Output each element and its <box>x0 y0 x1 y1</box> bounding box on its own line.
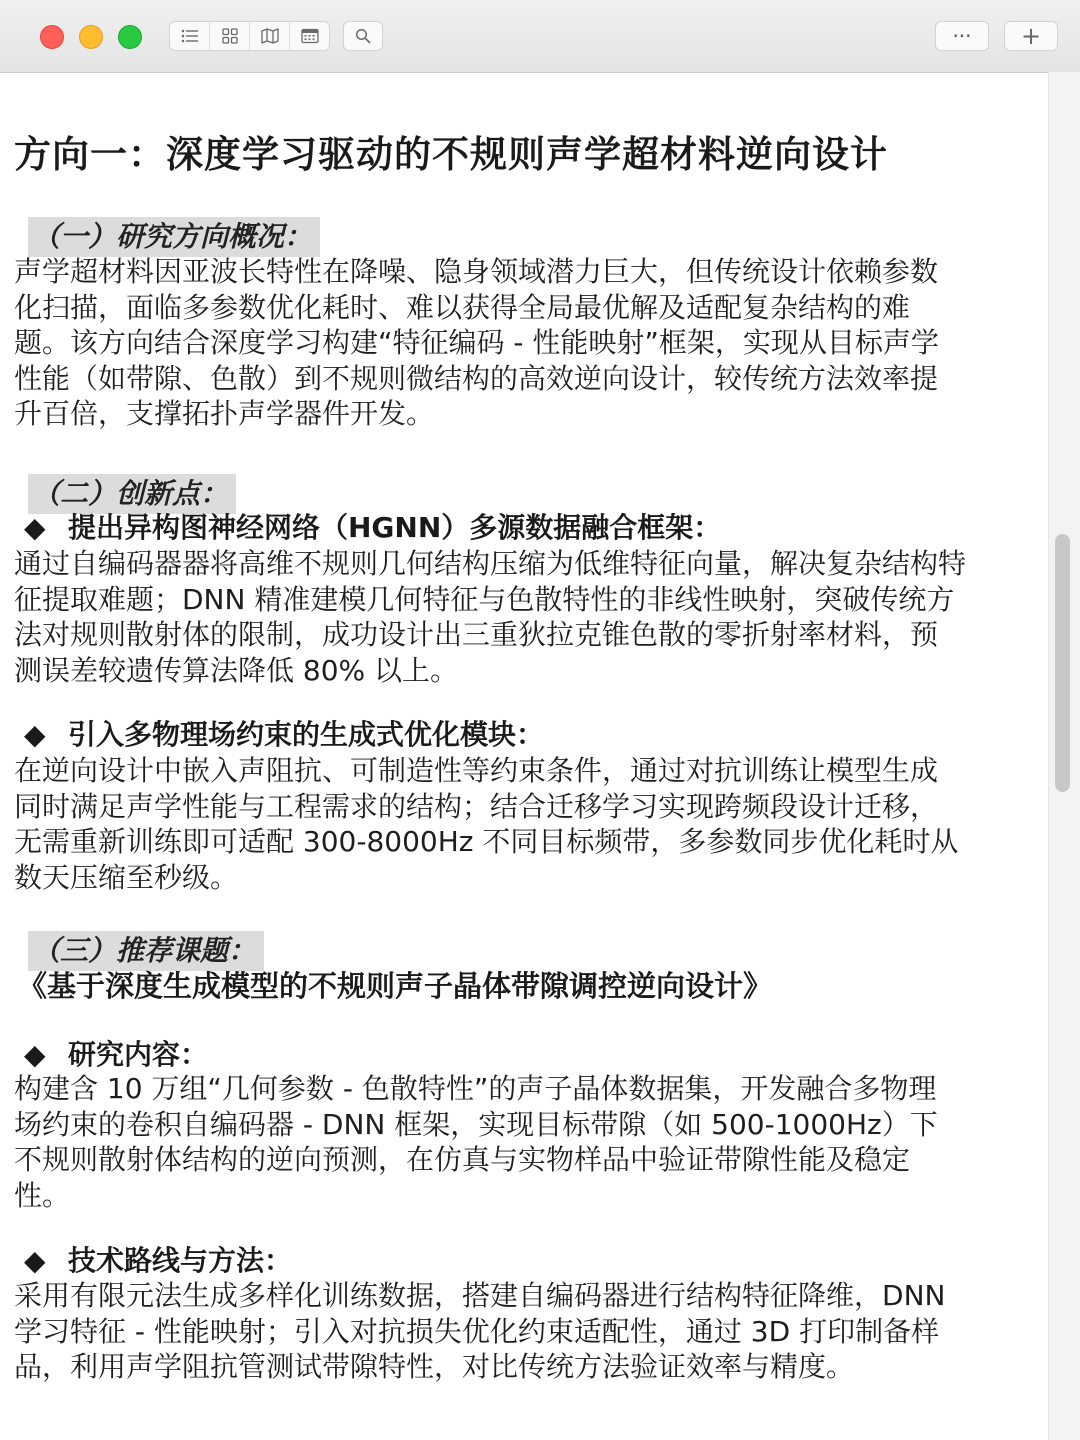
innovation-point-1-title <box>24 510 721 546</box>
section-heading-recommended: （三）推荐课题： <box>28 931 264 971</box>
text-line: 征提取难题；DNN 精准建模几何特征与色散特性的非线性映射，突破传统方 <box>14 582 955 616</box>
diamond-bullet-icon: ◆ <box>24 1244 46 1277</box>
diamond-bullet-icon: ◆ <box>24 511 46 544</box>
point-title: 提出异构图神经网络（HGNN）多源数据融合框架： <box>68 511 722 544</box>
text-line: 不规则散射体结构的逆向预测，在仿真与实物样品中验证带隙性能及稳定 <box>14 1143 911 1176</box>
text-line: 声学超材料因亚波长特性在降噪、隐身领域潜力巨大，但传统设计依赖参数 <box>14 255 939 288</box>
point-title: 研究内容： <box>68 1038 209 1071</box>
diamond-bullet-icon: ◆ <box>24 718 46 751</box>
text-line: 数天压缩至秒级。 <box>14 860 239 894</box>
list-view-button[interactable] <box>170 22 210 50</box>
window-toolbar <box>0 0 1080 73</box>
recommended-topic-title: 《基于深度生成模型的不规则声子晶体带隙调控逆向设计》 <box>18 969 773 1003</box>
close-window-button[interactable] <box>40 25 64 49</box>
vertical-scrollbar-thumb[interactable] <box>1055 534 1070 792</box>
point-title: 引入多物理场约束的生成式优化模块： <box>68 718 545 751</box>
plus-icon: + <box>1020 22 1042 50</box>
text-line: 测误差较遗传算法降低 80% 以上。 <box>14 653 459 687</box>
new-note-button[interactable] <box>1004 21 1058 51</box>
text-line: 性。 <box>14 1178 71 1212</box>
recommended-point-2-paragraph <box>14 1278 1038 1385</box>
recommended-point-1-paragraph <box>14 1071 1038 1213</box>
text-line: 题。该方向结合深度学习构建“特征编码 - 性能映射”框架，实现从目标声学 <box>14 326 939 359</box>
grid-view-button[interactable] <box>210 22 250 50</box>
overview-paragraph <box>14 254 1038 432</box>
innovation-point-2-title <box>24 717 544 753</box>
document-title: 方向一：深度学习驱动的不规则声学超材料逆向设计 <box>14 133 888 176</box>
view-mode-segmented-control <box>169 21 330 51</box>
text-line: 性能（如带隙、色散）到不规则微结构的高效逆向设计，较传统方法效率提 <box>14 361 939 395</box>
calendar-view-button[interactable] <box>290 22 329 50</box>
section-heading-overview: （一）研究方向概况： <box>28 217 320 257</box>
text-line: 品，利用声学阻抗管测试带隙特性，对比传统方法验证效率与精度。 <box>14 1350 855 1383</box>
map-view-button[interactable] <box>250 22 290 50</box>
text-line: 构建含 10 万组“几何参数 - 色散特性”的声子晶体数据集，开发融合多物理 <box>14 1072 937 1105</box>
text-line: 场约束的卷积自编码器 - DNN 框架，实现目标带隙（如 500-1000Hz）下 <box>14 1107 938 1141</box>
list-icon <box>181 29 199 43</box>
map-icon <box>261 28 279 44</box>
calendar-icon <box>301 28 319 44</box>
text-line: 化扫描，面临多参数优化耗时、难以获得全局最优解及适配复杂结构的难 <box>14 290 911 324</box>
text-line: 学习特征 - 性能映射；引入对抗损失优化约束适配性，通过 3D 打印制备样 <box>14 1314 940 1348</box>
text-line: 升百倍，支撑拓扑声学器件开发。 <box>14 397 435 430</box>
text-line: 法对规则散射体的限制，成功设计出三重狄拉克锥色散的零折射率材料，预 <box>14 618 939 651</box>
more-options-button[interactable] <box>935 21 989 51</box>
diamond-bullet-icon: ◆ <box>24 1038 46 1071</box>
text-line: 在逆向设计中嵌入声阻抗、可制造性等约束条件，通过对抗训练让模型生成 <box>14 754 939 787</box>
more-icon: ··· <box>952 24 972 48</box>
recommended-point-1-title <box>24 1037 208 1073</box>
innovation-point-1-paragraph <box>14 546 1038 688</box>
section-heading-innovation: （二）创新点： <box>28 474 236 514</box>
innovation-point-2-paragraph <box>14 753 1038 895</box>
point-title: 技术路线与方法： <box>68 1244 293 1277</box>
zoom-window-button[interactable] <box>118 25 142 49</box>
search-icon <box>355 28 371 44</box>
text-line: 无需重新训练即可适配 300-8000Hz 不同目标频带，多参数同步优化耗时从 <box>14 825 959 858</box>
recommended-point-2-title <box>24 1243 292 1279</box>
search-button[interactable] <box>343 21 383 51</box>
text-line: 同时满足声学性能与工程需求的结构；结合迁移学习实现跨频段设计迁移， <box>14 789 939 823</box>
text-line: 通过自编码器器将高维不规则几何结构压缩为低维特征向量，解决复杂结构特 <box>14 547 967 580</box>
minimize-window-button[interactable] <box>79 25 103 49</box>
grid-icon <box>222 28 238 44</box>
text-line: 采用有限元法生成多样化训练数据，搭建自编码器进行结构特征降维，DNN <box>14 1279 946 1312</box>
